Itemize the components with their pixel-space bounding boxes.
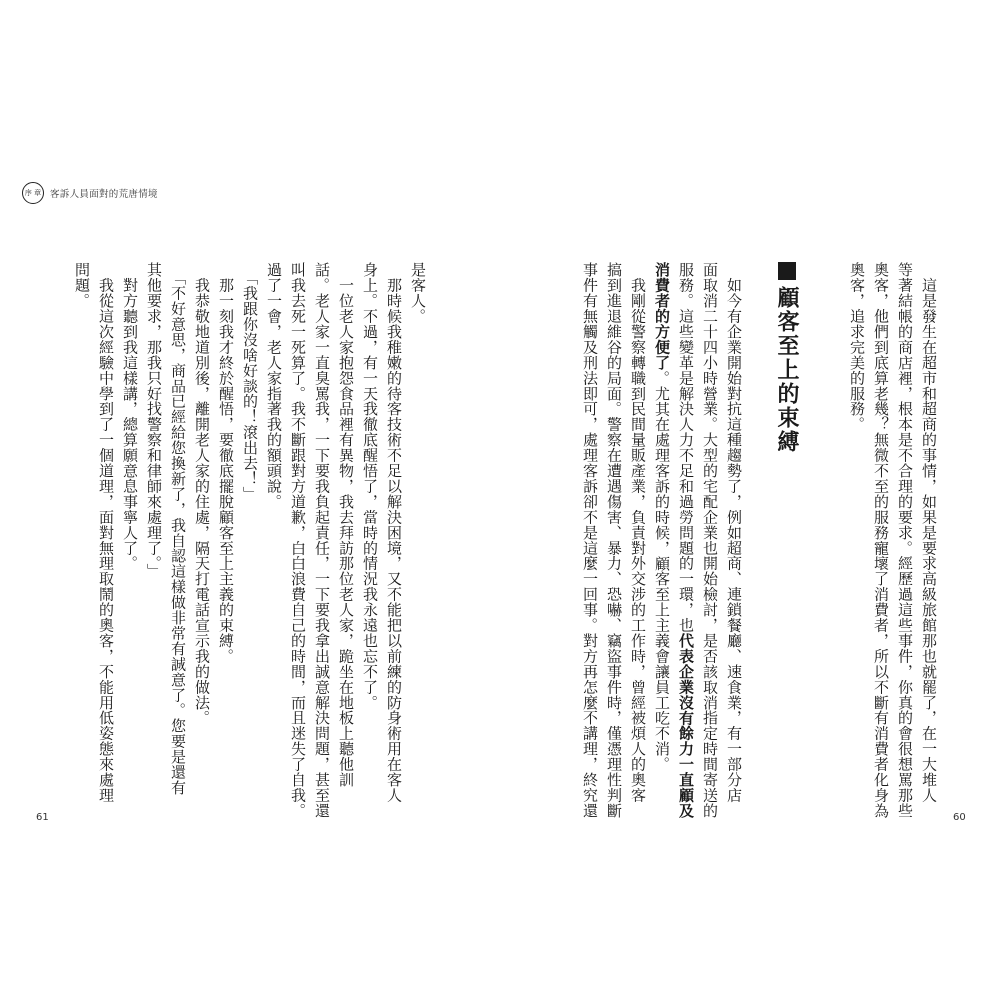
body-line: 過了一會，老人家指著我的額頭說。 bbox=[265, 262, 283, 510]
section-heading-text: 顧客至上的束縛 bbox=[774, 286, 799, 454]
body-line bbox=[674, 262, 698, 818]
section-heading bbox=[771, 262, 802, 454]
body-line: 這是發生在超市和超商的事情，如果是要求高級旅館那也就罷了，在一大堆人 bbox=[920, 262, 938, 803]
body-line: 叫我去死一死算了。我不斷跟對方道歉，白白浪費自己的時間，而且迷失了自我。 bbox=[289, 262, 307, 819]
body-line: 如今有企業開始對抗這種趨勢了，例如超商、連鎖餐廳、速食業，有一部分店 bbox=[725, 262, 743, 803]
body-text: 。尤其在處理客訴的時候，顧客至上主義會讓員工吃不消。 bbox=[653, 370, 671, 772]
bold-emphasis: 消費者的方便了 bbox=[653, 262, 671, 371]
body-line bbox=[650, 262, 674, 772]
body-line: 面取消二十四小時營業。大型的宅配企業也開始檢討，是否該取消指定時間寄送的 bbox=[701, 262, 719, 819]
body-line: 奧客，追求完美的服務。 bbox=[848, 262, 866, 432]
body-line: 一位老人家抱怨食品裡有異物，我去拜訪那位老人家，跪坐在地板上聽他訓 bbox=[337, 262, 355, 788]
body-line: 我剛從警察轉職到民間量販產業，負責對外交涉的工作時，曾經被煩人的奧客 bbox=[629, 262, 647, 803]
page-number: 61 bbox=[36, 812, 49, 823]
body-line: 其他要求，那我只好找警察和律師來處理了。」 bbox=[145, 262, 163, 579]
body-line: 那時候我稚嫩的待客技術不足以解決困境，又不能把以前練的防身術用在客人 bbox=[385, 262, 403, 803]
body-line: 搞到進退維谷的局面。警察在遭遇傷害、暴力、恐嚇、竊盜事件時，僅憑理性判斷 bbox=[605, 262, 623, 819]
body-line: 「我跟你沒啥好談的！滾出去！」 bbox=[241, 262, 259, 502]
body-line: 奧客，他們到底算老幾？無微不至的服務寵壞了消費者，所以不斷有消費者化身為 bbox=[872, 262, 890, 819]
page-number: 60 bbox=[953, 812, 966, 823]
body-line: 我恭敬地道別後，離開老人家的住處，隔天打電話宣示我的做法。 bbox=[193, 262, 211, 726]
chapter-badge: 序 章 bbox=[22, 182, 44, 204]
body-text: 服務。這些變革是解決人力不足和過勞問題的一環，也 bbox=[677, 262, 695, 633]
body-line: 是客人。 bbox=[409, 262, 427, 324]
body-line: 對方聽到我這樣講，總算願意息事寧人了。 bbox=[121, 262, 139, 571]
body-line: 我從這次經驗中學到了一個道理，面對無理取鬧的奧客，不能用低姿態來處理 bbox=[97, 262, 115, 803]
body-line: 那一刻我才終於醒悟，要徹底擺脫顧客至上主義的束縛。 bbox=[217, 262, 235, 664]
body-line: 事件有無觸及刑法即可，處理客訴卻不是這麼一回事。對方再怎麼不講理，終究還 bbox=[581, 262, 599, 819]
heading-square-icon bbox=[778, 262, 796, 280]
body-line: 等著結帳的商店裡，根本是不合理的要求。經歷過這些事件，你真的會很想罵那些 bbox=[896, 262, 914, 819]
body-line: 「不好意思，商品已經給您換新了，我自認這樣做非常有誠意了。您要是還有 bbox=[169, 262, 187, 796]
body-line: 問題。 bbox=[73, 262, 91, 309]
bold-emphasis: 代表企業沒有餘力一直顧及 bbox=[677, 632, 695, 819]
body-line: 話。老人家一直臭罵我，一下要我負起責任，一下要我拿出誠意解決問題，甚至還 bbox=[313, 262, 331, 819]
chapter-header bbox=[22, 182, 158, 204]
chapter-title: 客訴人員面對的荒唐情境 bbox=[50, 189, 158, 200]
body-line: 身上。不過，有一天我徹底醒悟了，當時的情況我永遠也忘不了。 bbox=[361, 262, 379, 711]
